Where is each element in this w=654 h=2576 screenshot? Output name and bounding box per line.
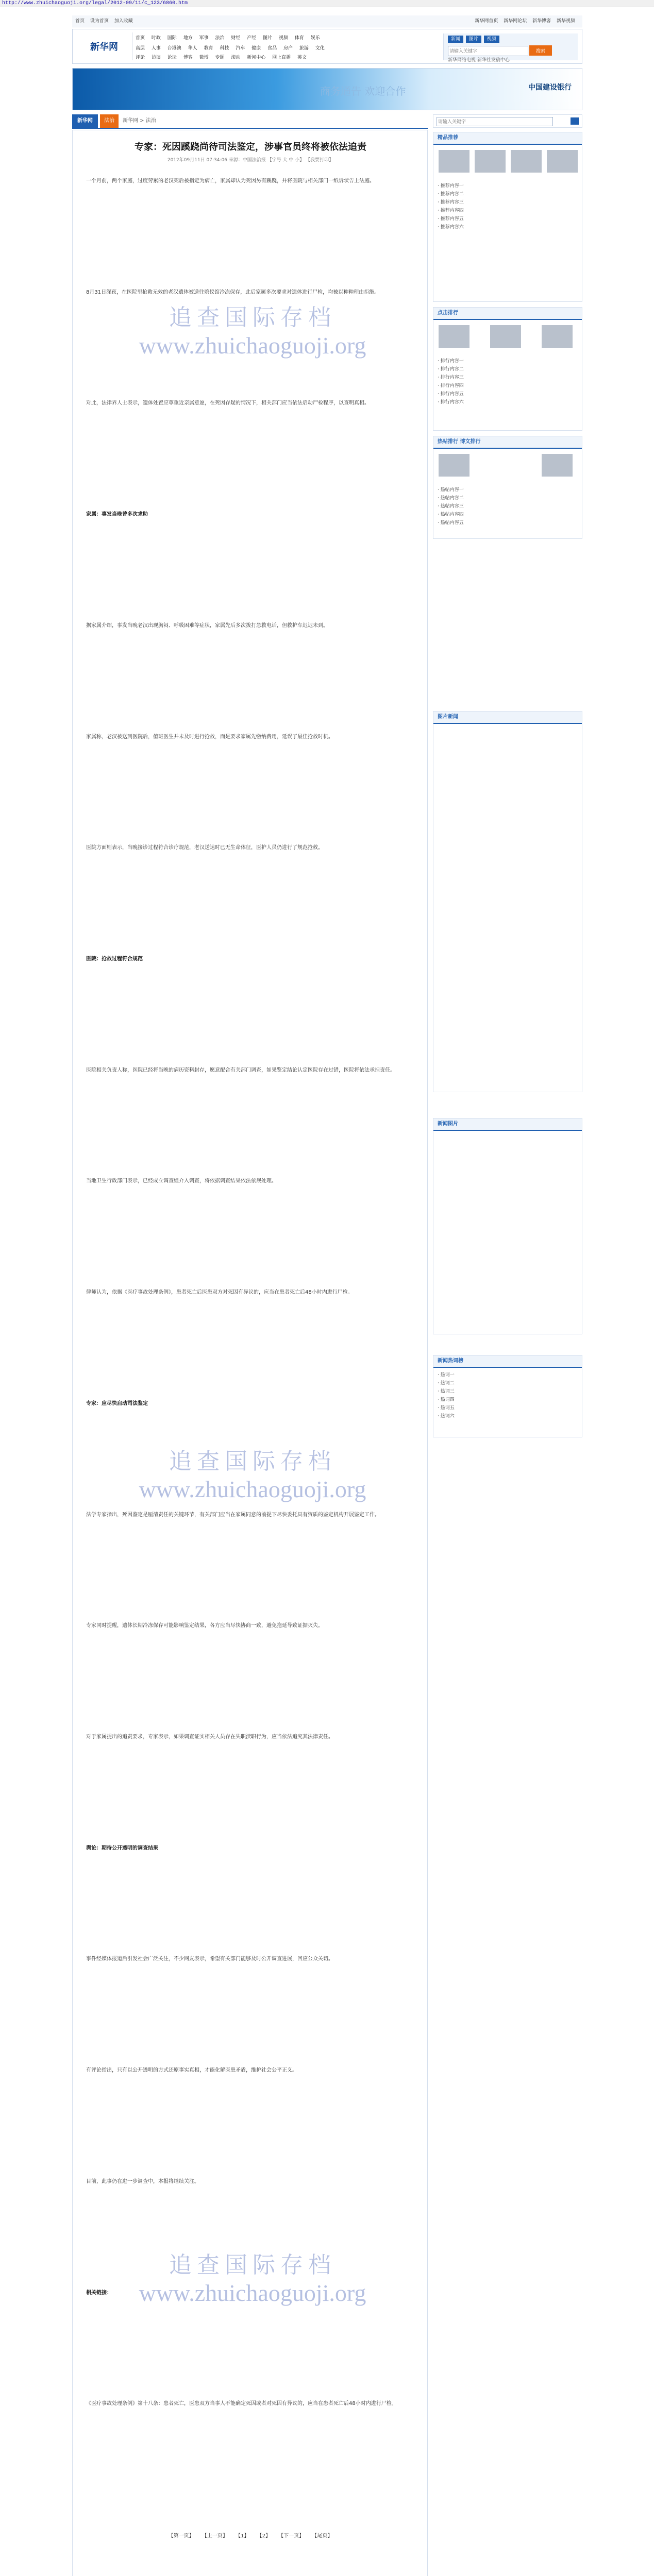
list-item[interactable]: · 热帖内容五 xyxy=(438,520,464,526)
breadcrumb-path[interactable]: 新华网 > 法治 xyxy=(123,118,156,124)
nav-link[interactable]: 华人 xyxy=(188,46,197,51)
search-button[interactable]: 搜索 xyxy=(529,45,552,56)
nav-link[interactable]: 产经 xyxy=(247,36,257,41)
article-paragraph: 事件经媒体报道后引发社会广泛关注，不少网友表示，希望有关部门能够及时公开调查进展，回应公众关切。 xyxy=(86,1956,333,1962)
article-paragraph: 8月31日深夜，在医院里抢救无效的老汉遗体被送往殡仪馆冷冻保存，此后家属多次要求对遗体进行尸检，均被以种种理由拒绝。 xyxy=(86,290,380,295)
article-title: 专家：死因蹊跷尚待司法鉴定，涉事官员终将被依法追责 xyxy=(135,142,366,152)
article-paragraph: 一个月前，两个家庭，过度劳累的老汉死后被指定为病亡，家属却认为死因另有蹊跷，并将医院与相关部门一纸诉状告上法庭。 xyxy=(86,178,375,184)
sidebar-thumbnail[interactable] xyxy=(542,325,573,348)
sidebar-thumbnail[interactable] xyxy=(547,150,578,173)
watermark-zh: 追查国际存档 xyxy=(169,1449,336,1474)
list-item[interactable]: · 热词二 xyxy=(438,1381,455,1386)
article-paragraph: 对此，法律界人士表示，遗体处置应尊重近亲属意愿，在死因存疑的情况下，相关部门应当依法启动尸检程序，以查明真相。 xyxy=(86,400,370,406)
top-link[interactable]: 加入收藏 xyxy=(114,19,133,24)
sidebar-section-title: 精品推荐 xyxy=(433,132,582,145)
ad-banner[interactable] xyxy=(72,68,582,110)
list-item[interactable]: · 排行内容三 xyxy=(438,375,464,380)
top-bar-right xyxy=(475,15,579,27)
nav-link[interactable]: 访谈 xyxy=(151,55,161,60)
header-ticker[interactable]: 新华网络电视 新华社发稿中心 xyxy=(448,58,510,63)
nav-link[interactable]: 评论 xyxy=(136,55,145,60)
search-input[interactable] xyxy=(448,46,528,56)
sidebar-section-title: 新闻图片 xyxy=(433,1118,582,1131)
list-item[interactable]: · 热帖内容一 xyxy=(438,487,464,493)
sidebar-section-hot-posts xyxy=(433,436,582,539)
breadcrumb-channel-tag[interactable]: 法治 xyxy=(100,114,119,128)
nav-link[interactable]: 论坛 xyxy=(167,55,177,60)
nav-link[interactable]: 科技 xyxy=(220,46,229,51)
nav-link[interactable]: 视频 xyxy=(279,36,289,41)
sidebar-thumbnail[interactable] xyxy=(439,150,469,173)
nav-link[interactable]: 时政 xyxy=(151,36,161,41)
nav-link[interactable]: 网上直播 xyxy=(272,55,291,60)
sidebar-thumbnail[interactable] xyxy=(490,325,521,348)
search-tab[interactable]: 新闻 xyxy=(448,36,463,43)
nav-link[interactable]: 高层 xyxy=(136,46,145,51)
watermark xyxy=(72,1443,433,1503)
sidebar-search xyxy=(433,114,582,128)
article-paragraph: 家属称，老汉被送到医院后，值班医生并未及时进行抢救，而是要求家属先缴纳费用，延误了最佳抢救时机。 xyxy=(86,734,333,740)
nav-link[interactable]: 财经 xyxy=(231,36,241,41)
nav-link[interactable]: 文化 xyxy=(315,46,325,51)
list-item[interactable]: · 推荐内容四 xyxy=(438,208,464,213)
nav-link[interactable]: 法治 xyxy=(215,36,225,41)
sidebar-thumbnail[interactable] xyxy=(439,454,469,477)
article-paragraph: 目前，此事仍在进一步调查中，本报将继续关注。 xyxy=(86,2179,199,2184)
article-paragraph: 专家同时提醒，遗体长期冷冻保存可能影响鉴定结果，各方应当尽快协商一致，避免拖延导致证据灭失。 xyxy=(86,1623,323,1629)
sidebar-thumbnail[interactable] xyxy=(511,150,542,173)
top-link[interactable]: 新华网首页 xyxy=(475,19,498,24)
article-subheading: 医院：抢救过程符合规范 xyxy=(86,956,143,962)
article-body xyxy=(72,130,428,2576)
list-item[interactable]: · 热帖内容二 xyxy=(438,496,464,501)
header-search xyxy=(443,33,578,63)
top-link[interactable]: 设为首页 xyxy=(90,19,109,24)
nav-row-1 xyxy=(136,33,325,43)
watermark-zh: 追查国际存档 xyxy=(169,2252,336,2278)
sidebar-list xyxy=(438,357,464,406)
search-tabs xyxy=(448,36,500,43)
list-item[interactable]: · 热词五 xyxy=(438,1405,455,1411)
list-item[interactable]: · 热词六 xyxy=(438,1414,455,1419)
nav-link[interactable]: 房产 xyxy=(283,46,293,51)
nav-row-3 xyxy=(136,53,312,62)
article-paragraph: 医院相关负责人称，医院已经将当晚的病历资料封存，愿意配合有关部门调查，如果鉴定结论认定医院存在过错，医院将依法承担责任。 xyxy=(86,1067,395,1073)
top-bar-left xyxy=(75,15,137,27)
nav-link[interactable]: 新闻中心 xyxy=(247,55,266,60)
article-paragraph: 有评论指出，只有以公开透明的方式还原事实真相，才能化解医患矛盾，维护社会公平正义。 xyxy=(86,2067,297,2073)
page-nav-link[interactable]: 【2】 xyxy=(257,2533,271,2539)
list-item[interactable]: · 推荐内容六 xyxy=(438,225,464,230)
list-item[interactable]: · 排行内容二 xyxy=(438,367,464,372)
article-paragraph: 当地卫生行政部门表示，已经成立调查组介入调查，将依据调查结果依法依规处理。 xyxy=(86,1178,277,1184)
top-link[interactable]: 新华网论坛 xyxy=(504,19,527,24)
top-link[interactable]: 新华博客 xyxy=(532,19,551,24)
article-paragraph: 法学专家指出，死因鉴定是厘清责任的关键环节，有关部门应当在家属同意的前提下尽快委托具有资质的鉴定机构开展鉴定工作。 xyxy=(86,1512,380,1518)
sidebar-section-featured xyxy=(433,132,582,302)
top-link[interactable]: 首页 xyxy=(75,19,85,24)
nav-link[interactable]: 教育 xyxy=(204,46,213,51)
nav-link[interactable]: 滚动 xyxy=(231,55,241,60)
nav-link[interactable]: 台港澳 xyxy=(167,46,181,51)
page-nav-link[interactable]: 【1】 xyxy=(236,2533,249,2539)
nav-link[interactable]: 地方 xyxy=(183,36,193,41)
sidebar-section-news-pictures xyxy=(433,1118,582,1334)
list-item[interactable]: · 排行内容六 xyxy=(438,400,464,405)
nav-link[interactable]: 旅游 xyxy=(299,46,309,51)
nav-link[interactable]: 健康 xyxy=(251,46,261,51)
top-link[interactable]: 新华视频 xyxy=(556,19,575,24)
list-item[interactable]: · 热帖内容三 xyxy=(438,504,464,509)
site-header xyxy=(72,29,582,64)
top-bar xyxy=(72,15,582,27)
banner-bank-logo: 中国建设银行 xyxy=(528,83,572,92)
search-tab[interactable]: 视频 xyxy=(484,36,499,43)
list-item[interactable]: · 热词三 xyxy=(438,1389,455,1394)
site-logo[interactable]: 新华网 xyxy=(76,32,133,60)
banner-ad-text: 商务通告 欢迎合作 xyxy=(320,85,406,97)
breadcrumb-site-tag[interactable]: 新华网 xyxy=(72,114,98,128)
watermark-en: www.zhuichaoguoji.org xyxy=(139,2280,366,2306)
nav-link[interactable]: 娱乐 xyxy=(310,36,320,41)
nav-row-2 xyxy=(136,44,330,53)
sidebar-section-title: 图片新闻 xyxy=(433,711,582,724)
page-nav-link[interactable]: 【下一页】 xyxy=(278,2533,305,2539)
nav-link[interactable]: 图片 xyxy=(263,36,273,41)
sidebar-list xyxy=(438,486,464,527)
sidebar-list xyxy=(438,1371,582,1420)
nav-link[interactable]: 体育 xyxy=(294,36,304,41)
page-navigation xyxy=(73,2531,428,2539)
list-item[interactable]: · 热帖内容四 xyxy=(438,512,464,517)
sidebar-section-hot-words xyxy=(433,1355,582,1437)
list-item[interactable]: · 推荐内容五 xyxy=(438,216,464,222)
breadcrumb xyxy=(72,114,428,129)
nav-link[interactable]: 微博 xyxy=(199,55,209,60)
sidebar-list xyxy=(438,182,464,231)
sidebar-section-ranking xyxy=(433,307,582,431)
watermark-en: www.zhuichaoguoji.org xyxy=(139,1476,366,1502)
article-subheading: 舆论：期待公开透明的调查结果 xyxy=(86,1845,158,1851)
list-item[interactable]: · 热词四 xyxy=(438,1397,455,1402)
article-paragraph: 《医疗事故处理条例》第十八条：患者死亡，医患双方当事人不能确定死因或者对死因有异议的，应当在患者死亡后48小时内进行尸检。 xyxy=(86,2401,397,2406)
sidebar-thumbnail[interactable] xyxy=(542,454,573,477)
sidebar-thumbnail[interactable] xyxy=(475,150,506,173)
article-subheading: 家属：事发当晚曾多次求助 xyxy=(86,512,148,517)
page-nav-link[interactable]: 【尾页】 xyxy=(312,2533,333,2539)
nav-link[interactable]: 人事 xyxy=(151,46,161,51)
list-item[interactable]: · 推荐内容三 xyxy=(438,200,464,205)
sidebar-section-title: 新闻热词榜 xyxy=(433,1355,582,1368)
nav-link[interactable]: 首页 xyxy=(136,36,145,41)
sidebar-section-picture-news xyxy=(433,711,582,1092)
list-item[interactable]: · 排行内容一 xyxy=(438,359,464,364)
nav-link[interactable]: 博客 xyxy=(183,55,193,60)
nav-link[interactable]: 专题 xyxy=(215,55,225,60)
list-item[interactable]: · 推荐内容二 xyxy=(438,192,464,197)
page-nav-link[interactable]: 【上一页】 xyxy=(202,2533,228,2539)
watermark xyxy=(72,2246,433,2307)
list-item[interactable]: · 排行内容四 xyxy=(438,383,464,388)
nav-link[interactable]: 英文 xyxy=(297,55,307,60)
sidebar-search-input[interactable] xyxy=(437,117,553,126)
sidebar-section-title[interactable]: 热帖排行 博文排行 xyxy=(433,436,582,449)
article-paragraph: 据家属介绍，事发当晚老汉出现胸闷、呼吸困难等症状，家属先后多次拨打急救电话，但救护车迟迟未到。 xyxy=(86,623,328,629)
list-item[interactable]: · 排行内容五 xyxy=(438,392,464,397)
watermark-en: www.zhuichaoguoji.org xyxy=(139,332,366,359)
article-paragraph: 律师认为，依据《医疗事故处理条例》，患者死亡后医患双方对死因有异议的，应当在患者死亡后48小时内进行尸检。 xyxy=(86,1290,353,1295)
page-nav-link[interactable]: 【第一页】 xyxy=(168,2533,194,2539)
nav-link[interactable]: 食品 xyxy=(267,46,277,51)
address-bar[interactable]: http://www.zhuichaoguoji.org/legal/2012-09/11/c_123/6860.htm xyxy=(0,0,654,7)
nav-link[interactable]: 军事 xyxy=(199,36,209,41)
article-paragraph: 医院方面则表示，当晚接诊过程符合诊疗规范，老汉送达时已无生命体征，医护人员仍进行了规范抢救。 xyxy=(86,845,323,851)
article-subheading: 专家：应尽快启动司法鉴定 xyxy=(86,1401,148,1406)
search-tab[interactable]: 图片 xyxy=(466,36,481,43)
nav-link[interactable]: 汽车 xyxy=(236,46,245,51)
article-paragraph: 对于家属提出的追责要求，专家表示，如果调查证实相关人员存在失职渎职行为，应当依法追究其法律责任。 xyxy=(86,1734,333,1740)
article-meta: 2012年09月11日 07:34:06 来源：中国法治报 【字号 大 中 小】 【我要打印】 xyxy=(167,158,334,163)
article-subheading: 相关链接： xyxy=(86,2290,112,2296)
sidebar-search-go-icon[interactable] xyxy=(571,117,579,125)
watermark xyxy=(72,299,433,359)
sidebar-section-title: 点击排行 xyxy=(433,308,582,320)
list-item[interactable]: · 热词一 xyxy=(438,1372,455,1378)
nav-link[interactable]: 国际 xyxy=(167,36,177,41)
watermark-zh: 追查国际存档 xyxy=(169,305,336,330)
list-item[interactable]: · 推荐内容一 xyxy=(438,183,464,189)
sidebar-thumbnail[interactable] xyxy=(439,325,469,348)
